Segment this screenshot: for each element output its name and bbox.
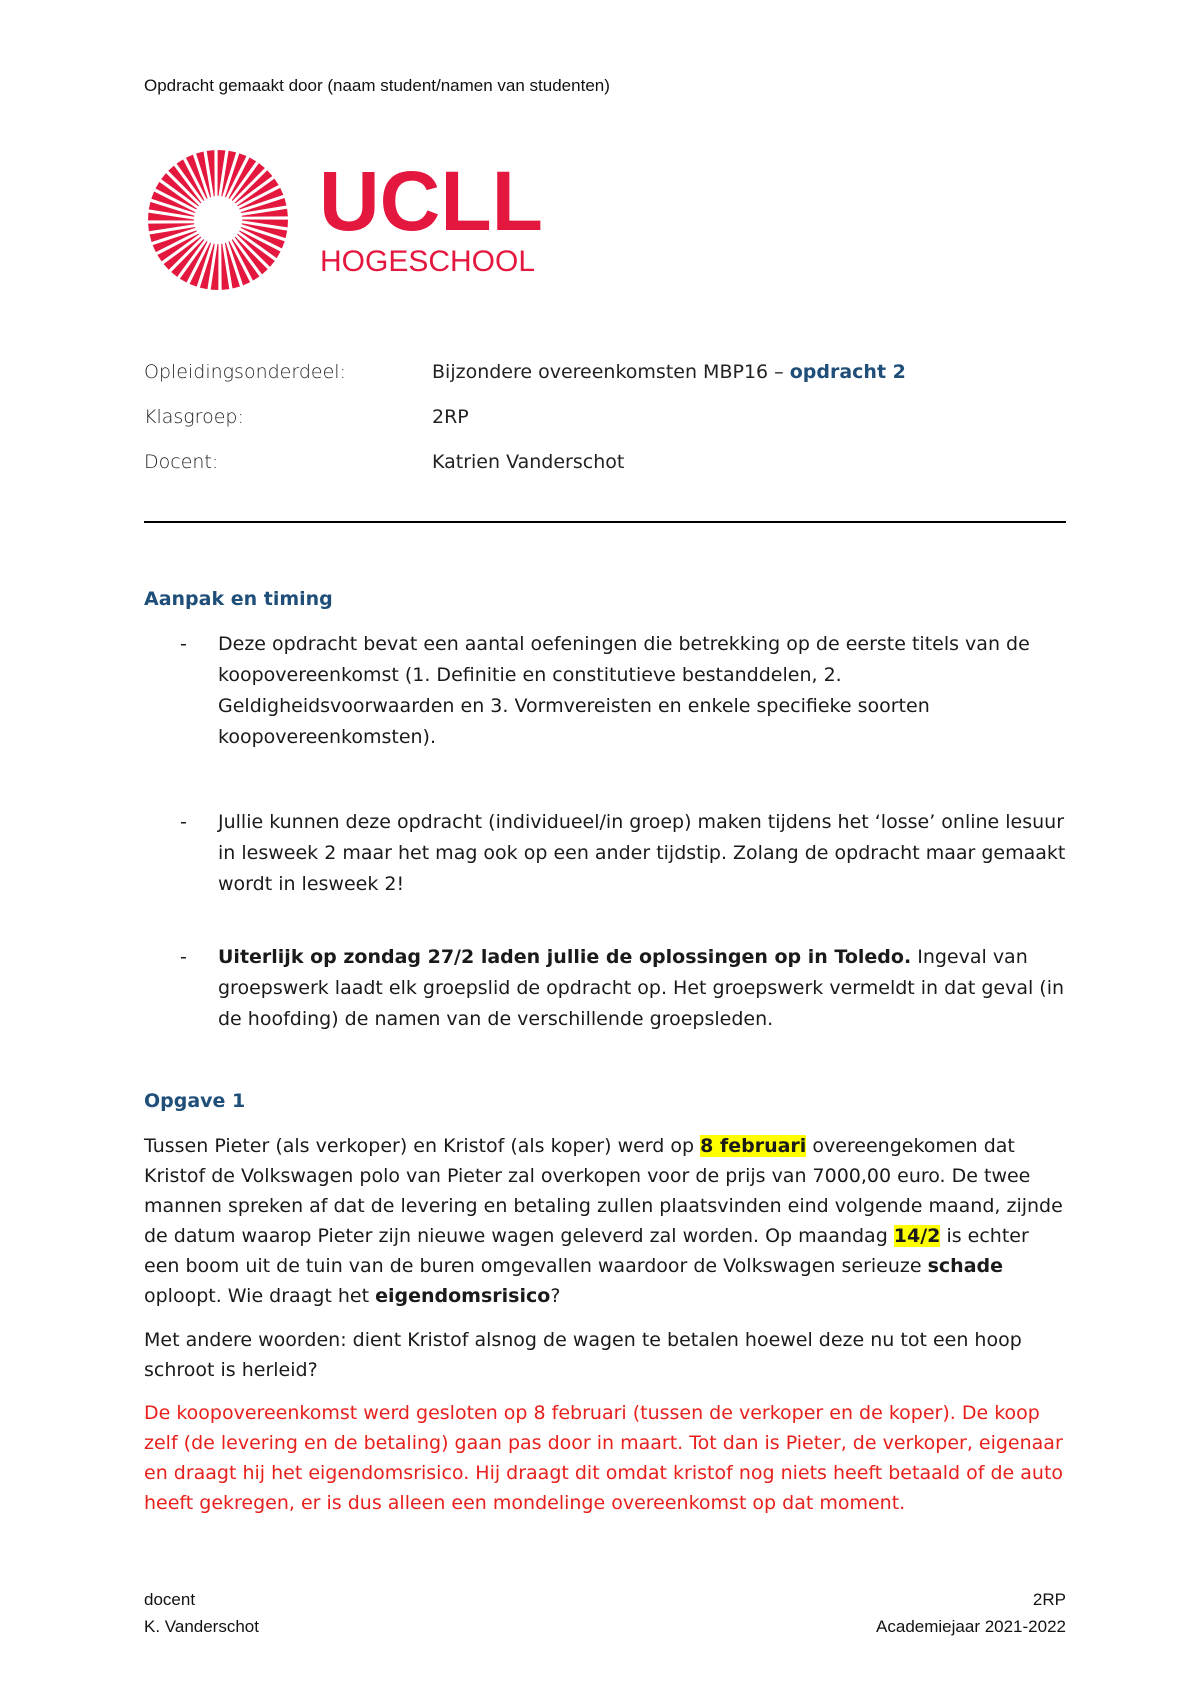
klas-label: Klasgroep: (144, 406, 244, 428)
bullet-marker: - (180, 633, 187, 655)
highlight-date-1: 8 februari (700, 1135, 807, 1157)
bullet-marker: - (180, 811, 187, 833)
opleiding-label: Opleidingsonderdeel: (144, 361, 346, 383)
bullet-marker: - (180, 946, 187, 968)
highlight-date-2: 14/2 (893, 1225, 941, 1247)
divider (144, 521, 1066, 523)
section-title-opgave-1: Opgave 1 (144, 1090, 246, 1112)
footer-docent-label: docent (144, 1590, 196, 1609)
footer-academic-year: Academiejaar 2021-2022 (876, 1617, 1066, 1636)
docent-label: Docent: (144, 451, 219, 473)
bullet-2: Jullie kunnen deze opdracht (individueel/in groep) maken tijdens het ‘losse’ online lesuur in lesweek 2 maar het mag ook op een ander tijdstip. Zolang de opdracht maar gemaakt wordt in lesweek 2! (218, 811, 1066, 895)
footer-class: 2RP (1032, 1590, 1066, 1609)
bullet-1: Deze opdracht bevat een aantal oefeningen die betrekking op de eerste titels van de koopovereenkomst (1. Definitie en constitutieve bestanddelen, 2. Geldigheidsvoorwaarden en 3. Vormvereisten en enkele specifieke soorten koopovereenkomsten). (218, 633, 1030, 748)
ucll-logo (144, 145, 544, 295)
bullet-3: Uiterlijk op zondag 27/2 laden jullie de oplossingen op in Toledo. Ingeval van groepswerk laadt elk groepslid de opdracht op. Het groepswerk vermeldt in dat geval (in de hoofding) de namen van de verschillende groepsleden. (218, 946, 1065, 1030)
ucll-logo-graphic (144, 145, 544, 295)
docent-value: Katrien Vanderschot (432, 451, 625, 473)
section-title-aanpak: Aanpak en timing (144, 588, 333, 610)
page-header: Opdracht gemaakt door (naam student/namen van studenten) (144, 76, 610, 95)
opgave-1-answer: De koopovereenkomst werd gesloten op 8 februari (tussen de verkoper en de koper). De koop zelf (de levering en de betaling) gaan pas door in maart. Tot dan is Pieter, de verkoper, eigenaar en draagt hij het eigendomsrisico. Hij draagt dit omdat kristof nog niets heeft betaald of de auto heeft gekregen, er is dus alleen een mondelinge overeenkomst op dat moment. (144, 1402, 1064, 1514)
footer-docent-name: K. Vanderschot (144, 1617, 259, 1636)
logo-sub: HOGESCHOOL (320, 245, 536, 278)
opleiding-accent: opdracht 2 (789, 361, 906, 383)
logo-brand: UCLL (319, 154, 543, 248)
opgave-1-clarification: Met andere woorden: dient Kristof alsnog de wagen te betalen hoewel deze nu tot een hoop schroot is herleid? (144, 1329, 1022, 1381)
opgave-1-question: Tussen Pieter (als verkoper) en Kristof (als koper) werd op 8 februari overeengekomen dat Kristof de Volkswagen polo van Pieter zal overkopen voor de prijs van 7000,00 euro. De twee mannen spreken af dat de levering en betaling zullen plaatsvinden eind volgende maand, zijnde de datum waarop Pieter zijn nieuwe wagen geleverd zal worden. Op maandag 14/2 is echter een boom uit de tuin van de buren omgevallen waardoor de Volkswagen serieuze schade oploopt. Wie draagt het eigendomsrisico? (144, 1135, 1063, 1307)
opleiding-value: Bijzondere overeenkomsten MBP16 – opdracht 2 (432, 361, 906, 383)
klas-value: 2RP (432, 406, 469, 428)
